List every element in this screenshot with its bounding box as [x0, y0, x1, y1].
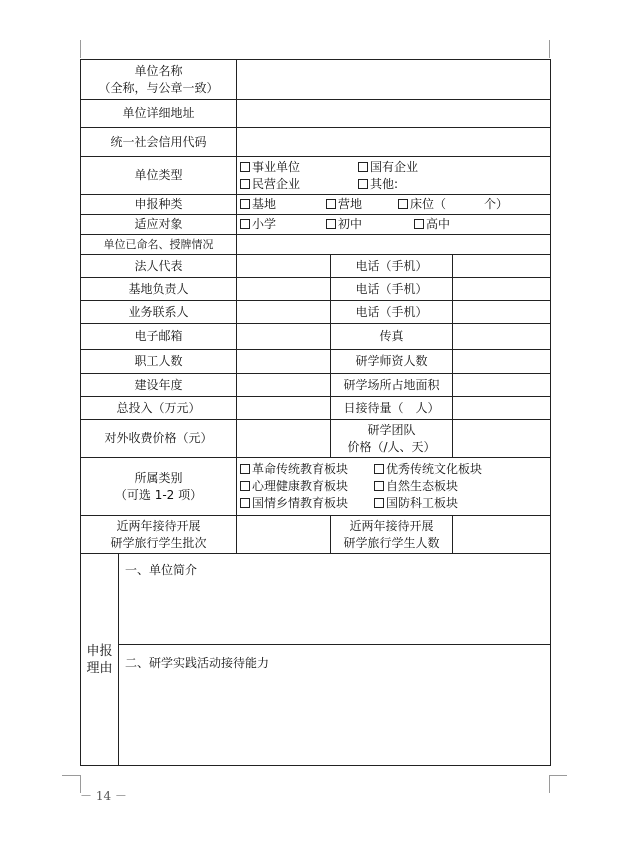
group-price-field[interactable] [453, 420, 551, 458]
page-number: － 14 － [80, 789, 127, 803]
checkbox-icon [398, 199, 408, 209]
target-options [237, 215, 551, 235]
checkbox-icon [414, 219, 424, 229]
students-label: 近两年接待开展 研学旅行学生人数 [331, 516, 453, 554]
base-head-label: 基地负责人 [81, 278, 237, 301]
batches-label: 近两年接待开展 研学旅行学生批次 [81, 516, 237, 554]
base-head-phone-label: 电话（手机） [331, 278, 453, 301]
apply-type-option[interactable]: 床位（ [398, 196, 484, 213]
checkbox-icon [240, 498, 250, 508]
checkbox-icon [326, 219, 336, 229]
row-apply-type [81, 195, 551, 215]
row-email [81, 324, 551, 350]
category-option[interactable]: 优秀传统文化板块 [374, 461, 482, 478]
email-label: 电子邮箱 [81, 324, 237, 350]
checkbox-icon [374, 464, 384, 474]
crop-mark [549, 775, 567, 776]
target-option[interactable]: 高中 [414, 216, 450, 233]
capacity-field[interactable] [119, 645, 551, 766]
checkbox-icon [326, 199, 336, 209]
price-label: 对外收费价格（元） [81, 420, 237, 458]
row-staff [81, 350, 551, 374]
contact-field[interactable] [237, 301, 331, 324]
category-option[interactable]: 心理健康教育板块 [240, 478, 374, 495]
students-field[interactable] [453, 516, 551, 554]
fax-field[interactable] [453, 324, 551, 350]
crop-mark [62, 775, 80, 776]
target-option[interactable]: 初中 [326, 216, 414, 233]
category-option[interactable]: 国防科工板块 [374, 495, 458, 512]
apply-type-options [237, 195, 551, 215]
investment-label: 总投入（万元） [81, 397, 237, 420]
row-address [81, 100, 551, 128]
row-unit-type [81, 157, 551, 195]
category-option[interactable]: 自然生态板块 [374, 478, 458, 495]
capacity-heading: 二、研学实践活动接待能力 [125, 656, 270, 670]
apply-type-count-suffix: 个） [484, 197, 509, 211]
apply-type-option[interactable]: 营地 [326, 196, 398, 213]
row-unit-name [81, 60, 551, 100]
category-options [237, 458, 551, 516]
row-investment [81, 397, 551, 420]
row-build-year [81, 374, 551, 397]
price-field[interactable] [237, 420, 331, 458]
site-area-label: 研学场所占地面积 [331, 374, 453, 397]
category-option[interactable]: 革命传统教育板块 [240, 461, 374, 478]
row-category [81, 458, 551, 516]
build-year-field[interactable] [237, 374, 331, 397]
checkbox-icon [240, 162, 250, 172]
checkbox-icon [374, 498, 384, 508]
group-price-label: 研学团队 价格（/人、天） [331, 420, 453, 458]
checkbox-icon [374, 481, 384, 491]
unit-type-option[interactable]: 民营企业 [240, 176, 358, 193]
legal-rep-label: 法人代表 [81, 255, 237, 278]
unit-name-label: 单位名称 （全称，与公章一致） [81, 60, 237, 100]
naming-field[interactable] [237, 235, 551, 255]
build-year-label: 建设年度 [81, 374, 237, 397]
row-credit-code [81, 128, 551, 157]
contact-phone-field[interactable] [453, 301, 551, 324]
unit-type-options [237, 157, 551, 195]
email-field[interactable] [237, 324, 331, 350]
legal-rep-phone-field[interactable] [453, 255, 551, 278]
crop-mark [80, 40, 81, 58]
naming-label: 单位已命名、授牌情况 [81, 235, 237, 255]
row-batches [81, 516, 551, 554]
category-label: 所属类别 （可选 1-2 项） [81, 458, 237, 516]
base-head-phone-field[interactable] [453, 278, 551, 301]
row-base-head [81, 278, 551, 301]
row-naming [81, 235, 551, 255]
checkbox-icon [240, 219, 250, 229]
legal-rep-phone-label: 电话（手机） [331, 255, 453, 278]
unit-type-option[interactable]: 其他: [358, 176, 398, 193]
apply-type-option[interactable]: 基地 [240, 196, 326, 213]
crop-mark [549, 40, 550, 58]
row-reason-intro [81, 554, 551, 645]
unit-name-field[interactable] [237, 60, 551, 100]
base-head-field[interactable] [237, 278, 331, 301]
site-area-field[interactable] [453, 374, 551, 397]
investment-field[interactable] [237, 397, 331, 420]
staff-label: 职工人数 [81, 350, 237, 374]
unit-type-label: 单位类型 [81, 157, 237, 195]
reason-label: 申报 理由 [81, 554, 119, 766]
unit-intro-field[interactable] [119, 554, 551, 645]
target-option[interactable]: 小学 [240, 216, 326, 233]
checkbox-icon [240, 199, 250, 209]
address-field[interactable] [237, 100, 551, 128]
contact-label: 业务联系人 [81, 301, 237, 324]
checkbox-icon [240, 481, 250, 491]
staff-field[interactable] [237, 350, 331, 374]
teachers-label: 研学师资人数 [331, 350, 453, 374]
checkbox-icon [358, 179, 368, 189]
legal-rep-field[interactable] [237, 255, 331, 278]
crop-mark [549, 775, 550, 793]
credit-code-field[interactable] [237, 128, 551, 157]
apply-type-label: 申报种类 [81, 195, 237, 215]
batches-field[interactable] [237, 516, 331, 554]
contact-phone-label: 电话（手机） [331, 301, 453, 324]
checkbox-icon [240, 179, 250, 189]
unit-type-option[interactable]: 事业单位 [240, 159, 358, 176]
unit-intro-heading: 一、单位简介 [125, 563, 198, 577]
row-reason-capacity [81, 645, 551, 766]
row-contact [81, 301, 551, 324]
unit-type-option[interactable]: 国有企业 [358, 159, 418, 176]
fax-label: 传真 [331, 324, 453, 350]
row-price [81, 420, 551, 458]
category-option[interactable]: 国情乡情教育板块 [240, 495, 374, 512]
checkbox-icon [358, 162, 368, 172]
checkbox-icon [240, 464, 250, 474]
daily-capacity-label: 日接待量（ 人） [331, 397, 453, 420]
credit-code-label: 统一社会信用代码 [81, 128, 237, 157]
application-form-table [80, 59, 551, 766]
row-target [81, 215, 551, 235]
target-label: 适应对象 [81, 215, 237, 235]
daily-capacity-field[interactable] [453, 397, 551, 420]
row-legal-rep [81, 255, 551, 278]
teachers-field[interactable] [453, 350, 551, 374]
address-label: 单位详细地址 [81, 100, 237, 128]
